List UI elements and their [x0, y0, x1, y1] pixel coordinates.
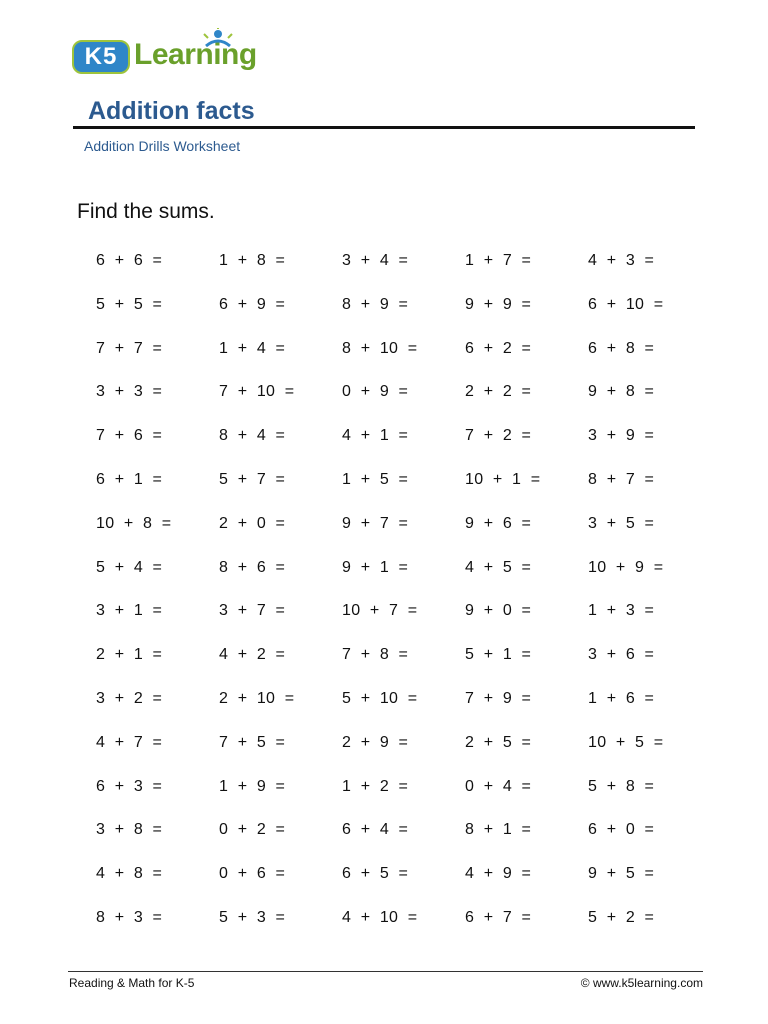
addition-problem: 8 + 4 =: [219, 427, 286, 445]
addition-problem: 4 + 3 =: [588, 252, 655, 269]
addition-problem: 3 + 6 =: [588, 646, 655, 664]
addition-problem: 9 + 5 =: [588, 865, 655, 883]
page-title: Addition facts: [88, 97, 255, 125]
addition-problem: 10 + 9 =: [588, 558, 664, 576]
footer-tagline: Reading & Math for K-5: [69, 976, 195, 990]
addition-problem: 2 + 9 =: [342, 733, 409, 751]
addition-problem: 4 + 2 =: [219, 646, 286, 664]
logo-wordmark: Learning: [134, 38, 257, 71]
addition-problem: 2 + 5 =: [465, 733, 532, 751]
addition-problem: 9 + 7 =: [342, 514, 409, 532]
addition-problem: 0 + 9 =: [342, 383, 409, 401]
addition-problem: 9 + 9 =: [465, 295, 532, 313]
addition-problem: 2 + 1 =: [96, 646, 163, 664]
logo-badge-text: K5: [84, 43, 118, 70]
addition-problem: 8 + 10 =: [342, 339, 418, 357]
addition-problem: 6 + 4 =: [342, 821, 409, 839]
addition-problem: 3 + 2 =: [96, 689, 163, 707]
addition-problem: 1 + 6 =: [588, 689, 655, 707]
addition-problem: 8 + 9 =: [342, 295, 409, 313]
addition-problem: 6 + 3 =: [96, 777, 163, 795]
addition-problem: 4 + 5 =: [465, 558, 532, 576]
addition-problem: 3 + 3 =: [96, 383, 163, 401]
addition-problem: 7 + 2 =: [465, 427, 532, 445]
addition-problem: 3 + 1 =: [96, 602, 163, 620]
addition-problem: 4 + 7 =: [96, 733, 163, 751]
addition-problem: 1 + 4 =: [219, 339, 286, 357]
addition-problem: 2 + 2 =: [465, 383, 532, 401]
addition-problem: 0 + 2 =: [219, 821, 286, 839]
addition-problem: 10 + 8 =: [96, 514, 172, 532]
addition-problem: 7 + 9 =: [465, 689, 532, 707]
addition-problem: 6 + 5 =: [342, 865, 409, 883]
addition-problem: 8 + 3 =: [96, 908, 163, 926]
addition-problem: 6 + 0 =: [588, 821, 655, 839]
addition-problem: 5 + 3 =: [219, 908, 286, 926]
addition-problem: 1 + 2 =: [342, 777, 409, 795]
addition-problem: 4 + 10 =: [342, 908, 418, 926]
addition-problem: 7 + 10 =: [219, 383, 295, 401]
addition-problem: 5 + 5 =: [96, 295, 163, 313]
addition-problem: 6 + 7 =: [465, 908, 532, 926]
addition-problem: 8 + 7 =: [588, 470, 655, 488]
addition-problem: 10 + 1 =: [465, 470, 541, 488]
title-divider: [73, 126, 695, 129]
addition-problem: 2 + 10 =: [219, 689, 295, 707]
addition-problem: 9 + 6 =: [465, 514, 532, 532]
worksheet-subtitle: Addition Drills Worksheet: [84, 138, 241, 154]
addition-problem: 7 + 8 =: [342, 646, 409, 664]
addition-problem: 10 + 5 =: [588, 733, 664, 751]
instructions: Find the sums.: [77, 200, 215, 223]
addition-problem: 1 + 5 =: [342, 470, 409, 488]
addition-problem: 5 + 10 =: [342, 689, 418, 707]
addition-problem: 0 + 4 =: [465, 777, 532, 795]
logo-badge: [72, 40, 130, 74]
addition-problem: 9 + 0 =: [465, 602, 532, 620]
addition-problem: 0 + 6 =: [219, 865, 286, 883]
addition-problem: 9 + 1 =: [342, 558, 409, 576]
addition-problem: 1 + 8 =: [219, 252, 286, 269]
addition-problem: 2 + 0 =: [219, 514, 286, 532]
addition-problem: 8 + 6 =: [219, 558, 286, 576]
addition-problem: 5 + 7 =: [219, 470, 286, 488]
addition-problem: 4 + 9 =: [465, 865, 532, 883]
addition-problem: 6 + 6 =: [96, 252, 163, 269]
addition-problem: 5 + 1 =: [465, 646, 532, 664]
addition-problem: 1 + 3 =: [588, 602, 655, 620]
reading-figure-icon: [198, 28, 238, 56]
addition-problem: 1 + 9 =: [219, 777, 286, 795]
addition-problem: 1 + 7 =: [465, 252, 532, 269]
addition-problem: 3 + 5 =: [588, 514, 655, 532]
addition-problem: 3 + 8 =: [96, 821, 163, 839]
addition-problem: 6 + 10 =: [588, 295, 664, 313]
addition-problem: 9 + 8 =: [588, 383, 655, 401]
addition-problem: 7 + 5 =: [219, 733, 286, 751]
addition-problem: 5 + 2 =: [588, 908, 655, 926]
addition-problem: 10 + 7 =: [342, 602, 418, 620]
addition-problem: 5 + 4 =: [96, 558, 163, 576]
addition-problem: 6 + 2 =: [465, 339, 532, 357]
problem-grid: [96, 251, 716, 952]
footer-copyright: © www.k5learning.com: [580, 976, 703, 990]
footer-divider: [68, 971, 703, 972]
addition-problem: 7 + 7 =: [96, 339, 163, 357]
addition-problem: 3 + 4 =: [342, 252, 409, 269]
addition-problem: 5 + 8 =: [588, 777, 655, 795]
k5-learning-logo: [70, 28, 266, 80]
addition-problem: 7 + 6 =: [96, 427, 163, 445]
addition-problem: 4 + 1 =: [342, 427, 409, 445]
addition-problem: 4 + 8 =: [96, 865, 163, 883]
addition-problem: 6 + 8 =: [588, 339, 655, 357]
addition-problem: 3 + 7 =: [219, 602, 286, 620]
addition-problem: 6 + 1 =: [96, 470, 163, 488]
addition-problem: 8 + 1 =: [465, 821, 532, 839]
addition-problem: 6 + 9 =: [219, 295, 286, 313]
addition-problem: 3 + 9 =: [588, 427, 655, 445]
